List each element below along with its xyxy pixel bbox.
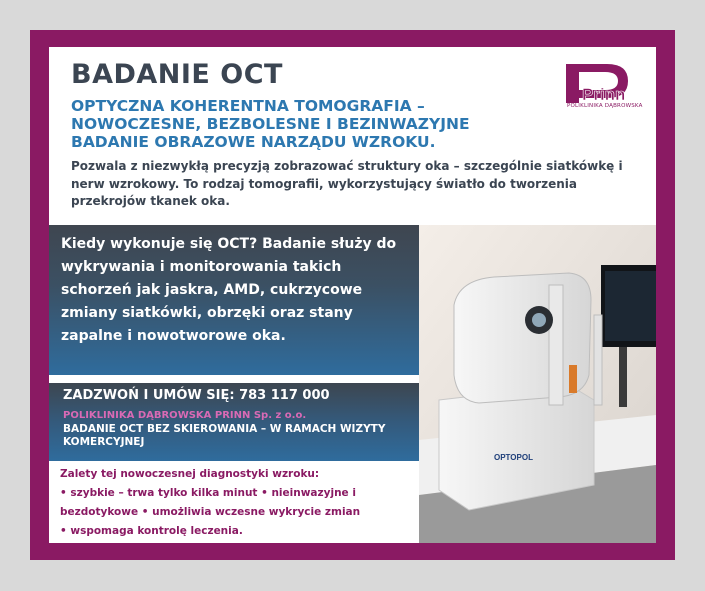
benefits-line: • szybkie – trwa tylko kilka minut • nieinwazyjne i xyxy=(60,487,356,499)
poster-card xyxy=(49,47,656,543)
benefits-list xyxy=(60,465,410,541)
clinic-name: POLIKLINIKA DĄBROWSKA PRINN Sp. z o.o. xyxy=(63,410,307,421)
page-subtitle: OPTYCZNA KOHERENTNA TOMOGRAFIA – NOWOCZESNE, BEZBOLESNE I BEZINWAZYJNE BADANIE OBRAZOWE NARZĄDU WZROKU. xyxy=(71,97,470,151)
oct-device-photo xyxy=(419,225,656,543)
phone-line: ZADZWOŃ I UMÓW SIĘ: 783 117 000 xyxy=(63,388,330,403)
logo-wordmark: Prinn xyxy=(582,85,626,104)
contact-panel xyxy=(49,383,419,461)
referral-note: BADANIE OCT BEZ SKIEROWANIA – W RAMACH WIZYTY KOMERCYJNEJ xyxy=(63,423,386,448)
page-title: BADANIE OCT xyxy=(71,59,283,90)
device-brand-label: OPTOPOL xyxy=(494,453,533,462)
benefits-line: bezdotykowe • umożliwia wczesne wykrycie zmian xyxy=(60,506,361,518)
benefits-line: • wspomaga kontrolę leczenia. xyxy=(60,525,243,537)
when-panel-text: Kiedy wykonuje się OCT? Badanie służy do wykrywania i monitorowania takich schorzeń jak jaskra, AMD, cukrzycowe zmiany siatkówki, obrzęki oraz stany zapalne i nowotworowe oka. xyxy=(61,236,397,344)
logo-subtitle: POLIKLINIKA DĄBROWSKA xyxy=(567,103,643,109)
benefits-heading: Zalety tej nowoczesnej diagnostyki wzroku: xyxy=(60,468,320,480)
when-panel xyxy=(49,225,419,375)
intro-text: Pozwala z niezwykłą precyzją zobrazować struktury oka – szczególnie siatkówkę i nerw wzrokowy. To rodzaj tomografii, wykorzystujący światło do tworzenia przekrojów tkanek oka. xyxy=(71,159,623,208)
